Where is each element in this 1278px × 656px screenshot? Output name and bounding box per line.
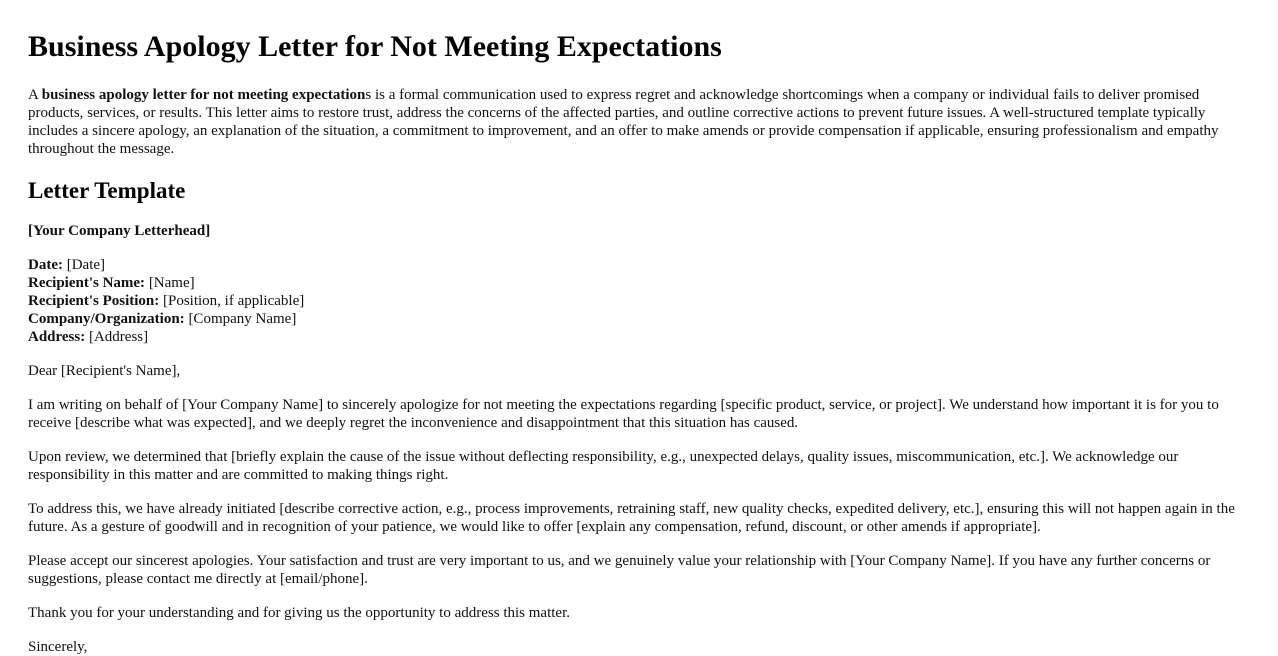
field-value: [Date] [62,257,106,273]
field-value: [Name] [145,275,195,291]
document-page [28,0,1243,656]
field-company [28,310,1243,328]
field-label: Date: [28,257,63,273]
page-title: Business Apology Letter for Not Meeting Expectations [28,30,722,63]
section-heading: Letter Template [28,178,186,203]
field-recipient-position [28,292,1243,310]
body-paragraph-5: Thank you for your understanding and for giving us the opportunity to address this matter. [28,605,570,621]
body-paragraph-1: I am writing on behalf of [Your Company Name] to sincerely apologize for not meeting the expectations regarding [specific product, service, or project]. We understand how important it is for you to receive [describe what was expected], and we deeply regret the inconvenience and disappointment that this situation has caused. [28,397,1219,431]
closing: Sincerely, [28,639,88,655]
field-value: [Company Name] [184,311,297,327]
intro-paragraph [28,86,1243,158]
field-label: Recipient's Position: [28,293,160,309]
field-label: Company/Organization: [28,311,185,327]
field-value: [Position, if applicable] [159,293,305,309]
field-date [28,256,1243,274]
letterhead-placeholder: [Your Company Letterhead] [28,223,211,239]
intro-text: s is a formal communication used to express regret and acknowledge shortcomings when a company or individual fails to deliver promised products, services, or results. This letter aims to restore trust, address the concerns of the affected parties, and outline corrective actions to prevent future issues. A well-structured template typically includes a sincere apology, an explanation of the situation, a commitment to improvement, and an offer to make amends or provide compensation if applicable, ensuring professionalism and empathy throughout the message. [28,87,1219,157]
intro-bold-term: business apology letter for not meeting expectation [41,87,366,103]
body-paragraph-4: Please accept our sincerest apologies. Your satisfaction and trust are very important to us, and we genuinely value your relationship with [Your Company Name]. If you have any further concerns or suggestions, please contact me directly at [email/phone]. [28,553,1211,587]
recipient-fields [28,256,1243,346]
field-value: [Address] [85,329,149,345]
salutation: Dear [Recipient's Name], [28,363,181,379]
field-label: Recipient's Name: [28,275,146,291]
body-paragraph-3: To address this, we have already initiated [describe corrective action, e.g., process improvements, retraining staff, new quality checks, expedited delivery, etc.], ensuring this will not happen again in the future. As a gesture of goodwill and in recognition of your patience, we would like to offer [explain any compensation, refund, discount, or other amends if appropriate]. [28,501,1235,535]
intro-prefix: A [28,87,42,103]
field-address [28,328,1243,346]
body-paragraph-2: Upon review, we determined that [briefly explain the cause of the issue without deflecting responsibility, e.g., unexpected delays, quality issues, miscommunication, etc.]. We acknowledge our responsibility in this matter and are committed to making things right. [28,449,1179,483]
field-recipient-name [28,274,1243,292]
field-label: Address: [28,329,86,345]
